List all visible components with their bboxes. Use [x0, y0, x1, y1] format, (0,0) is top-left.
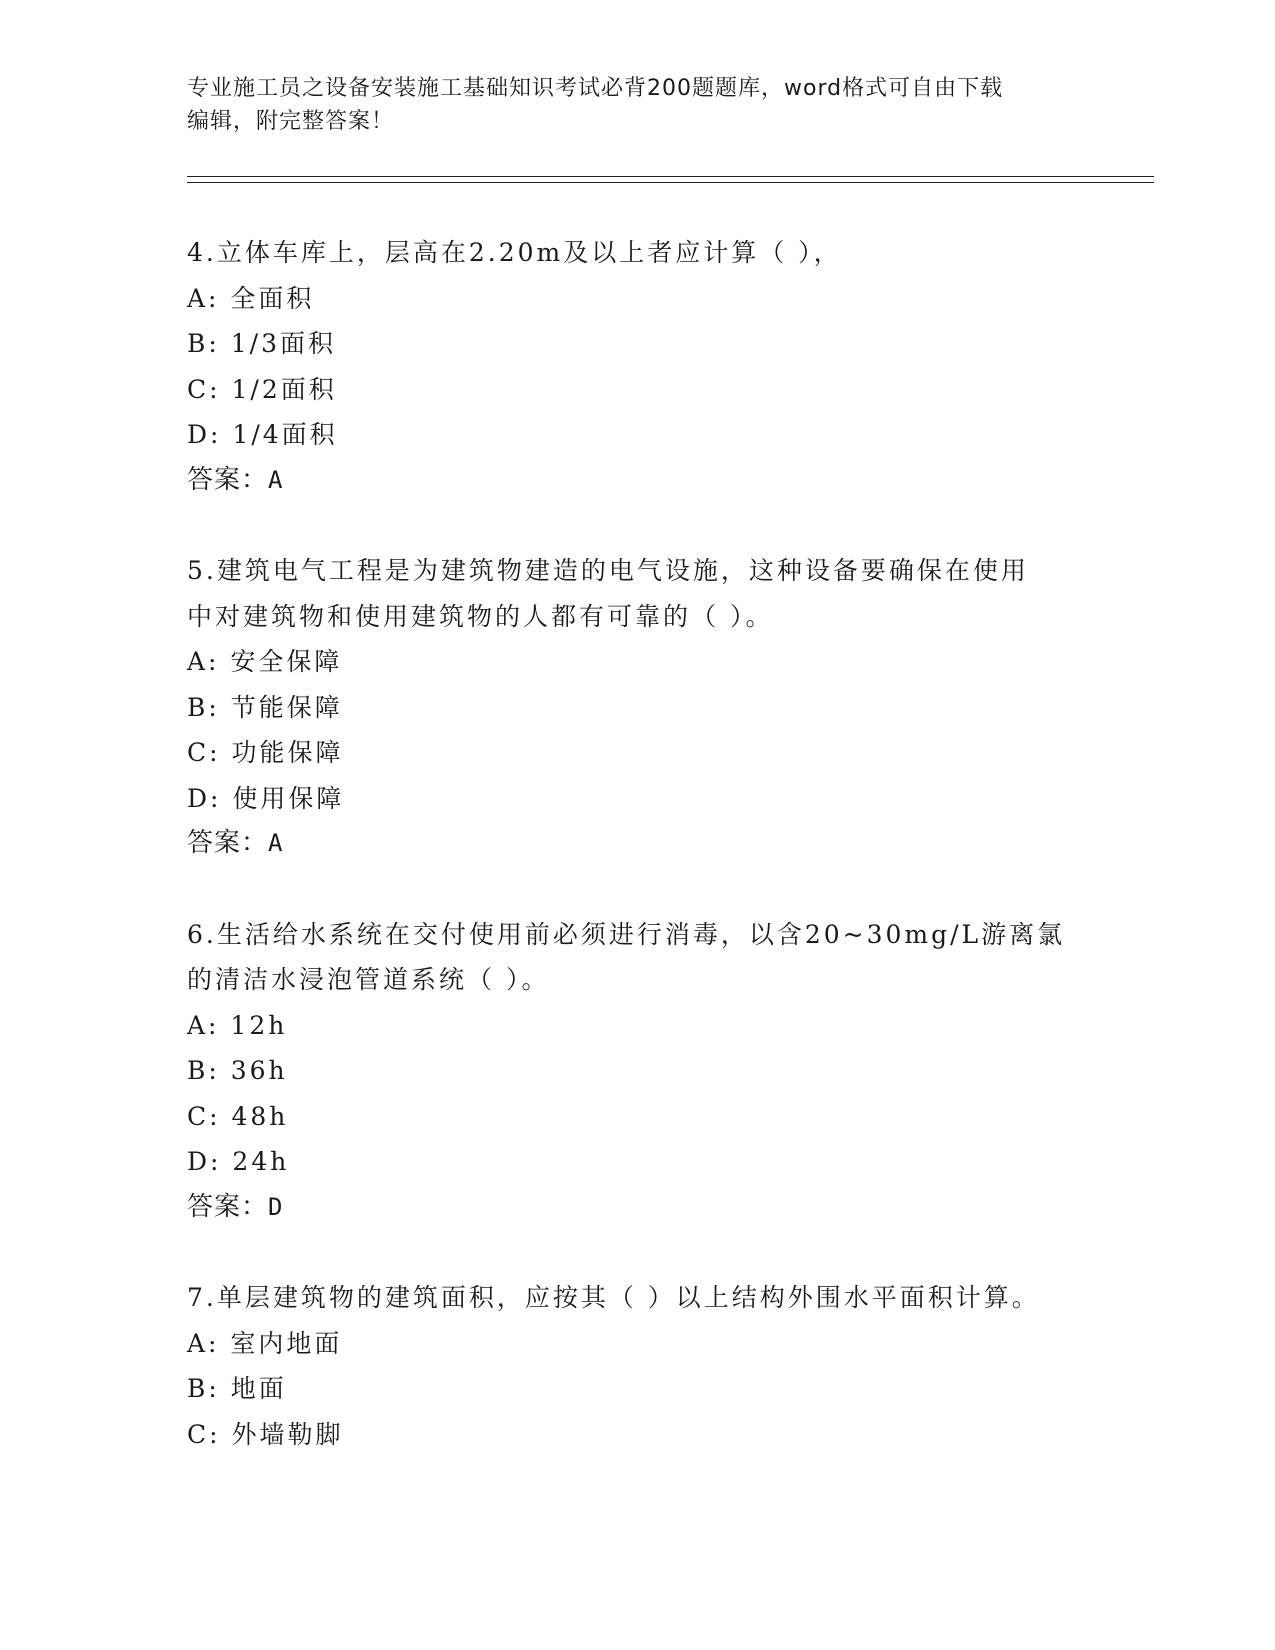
option-b: B: 地面 [187, 1374, 287, 1403]
option-a: A: 全面积 [187, 283, 315, 313]
option-c: C: 1/2面积 [187, 374, 337, 404]
header-divider-bottom [187, 182, 1154, 183]
answer-line [187, 1185, 1087, 1231]
question-text-continued: 中对建筑物和使用建筑物的人都有可靠的（ ）。 [187, 601, 774, 631]
header-line-1: 专业施工员之设备安装施工基础知识考试必背200题题库，word格式可自由下载 [187, 76, 1004, 101]
option-c: C: 功能保障 [187, 738, 344, 767]
option-b: B: 1/3面积 [187, 329, 336, 358]
question-text-continued: 的清洁水浸泡管道系统（ ）。 [187, 965, 550, 994]
question-text: 6.生活给水系统在交付使用前必须进行消毒，以含20~30mg/L游离氯 [187, 919, 1066, 949]
answer-line [187, 821, 1087, 867]
question-4 [187, 230, 1087, 503]
option-d: D: 使用保障 [187, 783, 345, 813]
option-d: D: 1/4面积 [187, 420, 338, 449]
option-d: D: 24h [187, 1147, 290, 1176]
option-c: C: 48h [187, 1101, 289, 1131]
header-divider-top [187, 176, 1154, 177]
question-7 [187, 1275, 1087, 1457]
header-line-2: 编辑，附完整答案！ [187, 109, 395, 134]
answer-label: 答案： [187, 464, 269, 495]
question-text: 4.立体车库上，层高在2.20m及以上者应计算（ ）， [187, 238, 842, 267]
option-a: A: 室内地面 [187, 1328, 343, 1358]
question-5 [187, 548, 1087, 867]
option-a: A: 安全保障 [187, 647, 343, 676]
option-c: C: 外墙勒脚 [187, 1419, 344, 1449]
answer-label: 答案： [187, 828, 269, 858]
question-text: 5.建筑电气工程是为建筑物建造的电气设施，这种设备要确保在使用 [187, 556, 1029, 585]
answer-value: A [268, 829, 284, 857]
answer-line [187, 458, 1087, 504]
answer-value: D [268, 1192, 284, 1221]
option-b: B: 节能保障 [187, 692, 343, 722]
answer-label: 答案： [187, 1191, 269, 1222]
document-header [187, 72, 1067, 138]
question-list [187, 230, 1087, 1502]
question-6 [187, 912, 1087, 1231]
option-a: A: 12h [187, 1010, 288, 1040]
question-text: 7.单层建筑物的建筑面积，应按其（ ）以上结构外围水平面积计算。 [187, 1283, 1040, 1312]
answer-value: A [268, 465, 284, 494]
option-b: B: 36h [187, 1056, 288, 1085]
